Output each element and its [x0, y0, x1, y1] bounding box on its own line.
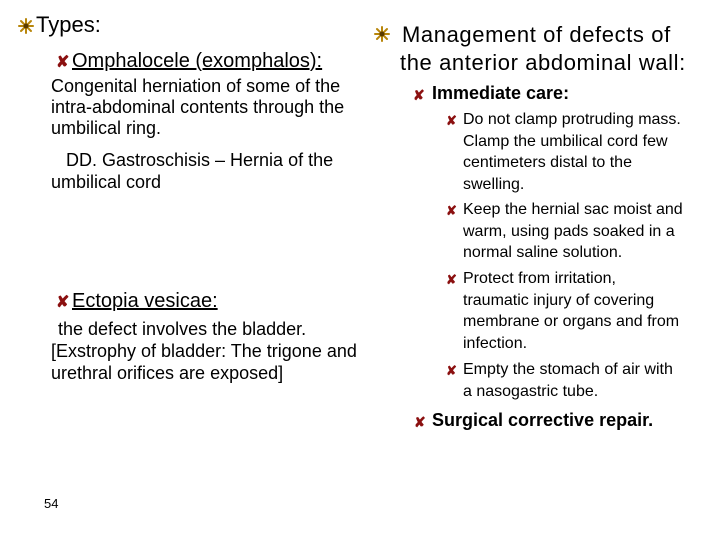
immediate-care-item-2-line-3: normal saline solution. [463, 244, 623, 261]
x-bullet-icon: ✘ [414, 414, 426, 430]
x-bullet-icon: ✘ [413, 87, 425, 103]
immediate-care-item-3-line-3: membrane or organs and from [463, 313, 680, 330]
page-number: 54 [44, 496, 59, 511]
immediate-care-item-2-line-2: warm, using pads soaked in a [463, 222, 675, 240]
ectopia-line-2: [Exstrophy of bladder: The trigone and [51, 341, 357, 361]
x-bullet-icon: ✘ [446, 203, 457, 218]
immediate-care-item-3-line-2: traumatic injury of covering [463, 291, 655, 309]
management-heading-line-2: the anterior abdominal wall: [400, 50, 686, 75]
dd-line-1: DD. Gastroschisis – Hernia of the [66, 150, 334, 170]
omphalocele-line-2: intra-abdominal contents through the [51, 97, 345, 117]
types-heading: Types: [36, 12, 101, 37]
surgical-repair-label: Surgical corrective repair. [432, 410, 654, 430]
dd-line-2: umbilical cord [51, 172, 162, 192]
omphalocele-line-3: umbilical ring. [51, 118, 162, 138]
immediate-care-item-1-line-4: swelling. [463, 175, 525, 193]
immediate-care-item-4-line-2: a nasogastric tube. [463, 382, 599, 400]
immediate-care-item-1-line-3: centimeters distal to the [463, 154, 632, 171]
immediate-care-label: Immediate care: [432, 83, 570, 103]
immediate-care-item-1-line-1: Do not clamp protruding mass. [463, 111, 681, 128]
immediate-care-item-3-line-1: Protect from irritation, [463, 270, 616, 287]
immediate-care-item-2-line-1: Keep the hernial sac moist and [463, 201, 683, 218]
immediate-care-item-4-line-1: Empty the stomach of air with [463, 361, 673, 378]
x-bullet-icon: ✘ [446, 363, 457, 378]
immediate-care-item-1-line-2: Clamp the umbilical cord few [463, 132, 668, 150]
ectopia-line-3: urethral orifices are exposed] [51, 363, 284, 383]
x-bullet-icon: ✘ [56, 54, 70, 71]
starburst-bullet-icon [18, 18, 34, 34]
management-heading-line-1: Management of defects of [402, 22, 671, 47]
x-bullet-icon: ✘ [446, 113, 457, 128]
x-bullet-icon: ✘ [56, 294, 70, 311]
immediate-care-item-3-line-4: infection. [463, 334, 528, 352]
x-bullet-icon: ✘ [446, 272, 457, 287]
omphalocele-title: Omphalocele (exomphalos): [72, 50, 323, 72]
omphalocele-line-1: Congenital herniation of some of the [51, 76, 341, 96]
starburst-bullet-icon [374, 26, 390, 42]
ectopia-line-1: the defect involves the bladder. [58, 319, 307, 339]
ectopia-title: Ectopia vesicae: [72, 290, 218, 312]
